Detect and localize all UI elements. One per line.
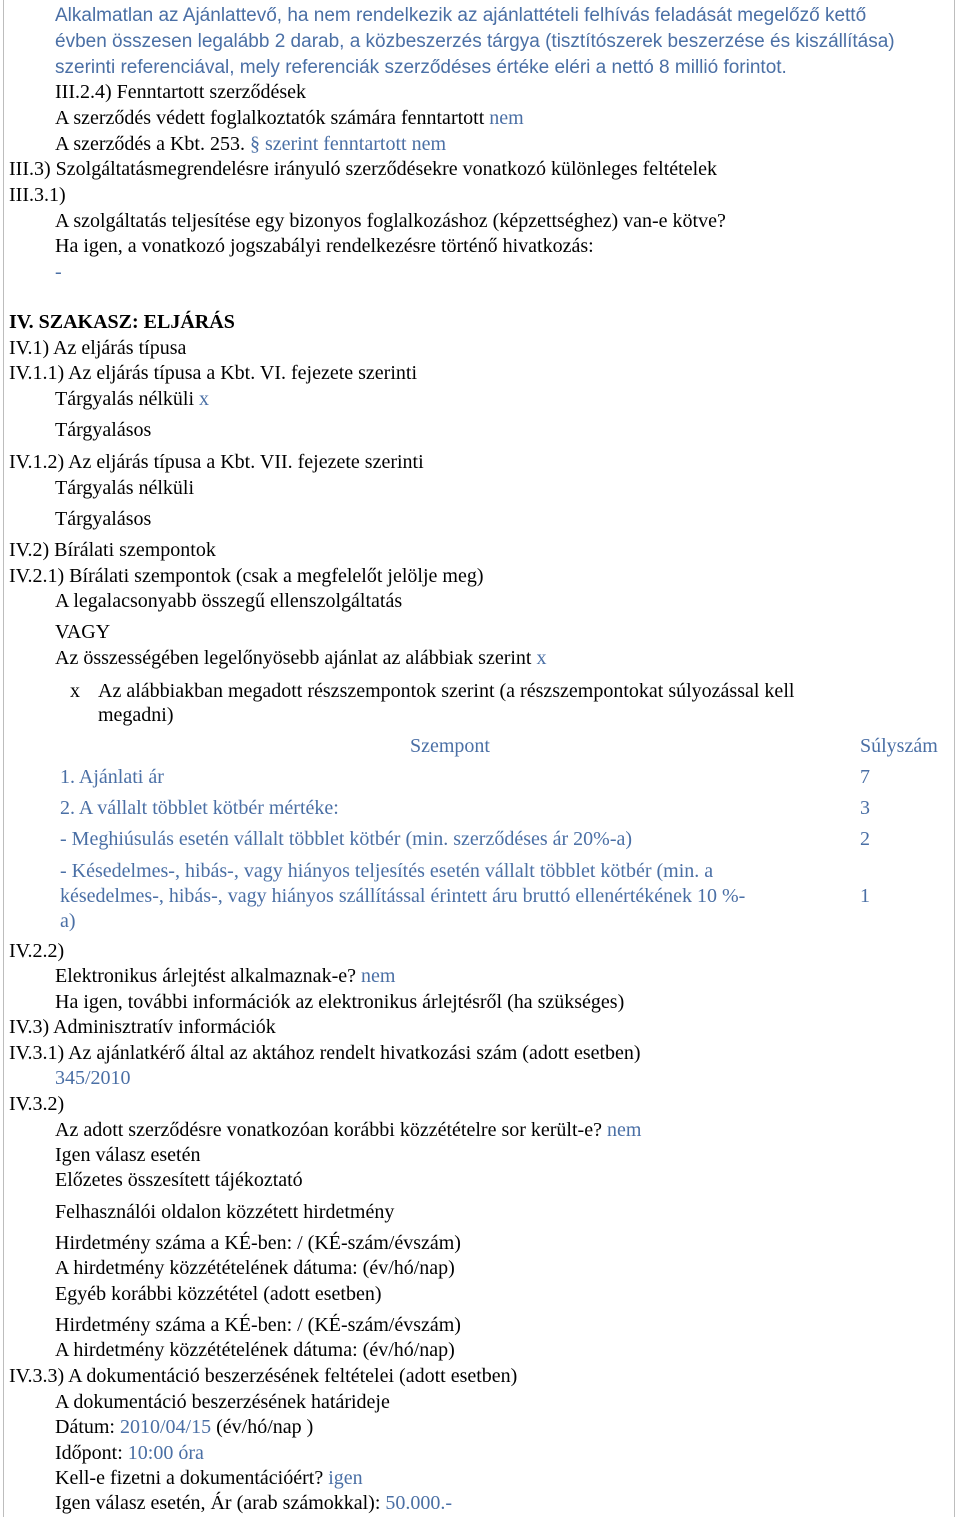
sub-criteria-mark: x: [70, 680, 80, 702]
label-text: Hirdetmény száma a KÉ-ben: / (KÉ-szám/évszám): [55, 1314, 461, 1336]
label-text: Egyéb korábbi közzététel (adott esetben): [55, 1283, 382, 1305]
answer-value: nem: [489, 107, 524, 129]
option-label: Az összességében legelőnyösebb ajánlat az alábbiak szerint: [55, 647, 532, 669]
label-text: Előzetes összesített tájékoztató: [55, 1169, 303, 1191]
criterion-weight: 1: [860, 885, 870, 907]
section-heading: IV.3) Adminisztratív információk: [9, 1016, 276, 1038]
question-text: Kell-e fizetni a dokumentációért?: [55, 1467, 324, 1489]
payment-row: [55, 1466, 363, 1490]
question-text: Elektronikus árlejtést alkalmaznak-e?: [55, 965, 356, 987]
option-label: A legalacsonyabb összegű ellenszolgáltatás: [55, 590, 403, 612]
criterion-weight: 2: [860, 828, 870, 850]
question-text: Ha igen, további információk az elektronikus árlejtésről (ha szükséges): [55, 991, 625, 1013]
question-text: Ha igen, a vonatkozó jogszabályi rendelkezésre történő hivatkozás:: [55, 235, 594, 257]
selected-mark: x: [536, 647, 547, 669]
subsection-heading: IV.3.2): [9, 1093, 65, 1115]
subsection-heading: IV.3.3) A dokumentáció beszerzésének feltételei (adott esetben): [9, 1365, 518, 1387]
criterion-name-line-2: késedelmes-, hibás-, vagy hiányos szállítással érintett áru bruttó ellenértékének 10 %-: [60, 885, 746, 907]
sub-criteria-line-2: megadni): [98, 704, 174, 726]
weight-column-header: Súlyszám: [860, 735, 938, 757]
label-text: A hirdetmény közzétételének dátuma: (év/hó/nap): [55, 1257, 455, 1279]
date-label: Dátum:: [55, 1416, 115, 1438]
option-row: [55, 387, 209, 411]
subsection-heading: IV.3.1) Az ajánlatkérő által az aktához rendelt hivatkozási szám (adott esetben): [9, 1042, 641, 1064]
question-text-cont: § szerint fenntartott: [249, 133, 407, 155]
time-label: Időpont:: [55, 1442, 123, 1464]
label-text: Hirdetmény száma a KÉ-ben: / (KÉ-szám/évszám): [55, 1232, 461, 1254]
question-text: Az adott szerződésre vonatkozóan korábbi közzétételre sor került-e?: [55, 1119, 602, 1141]
price-value: 50.000.-: [385, 1492, 453, 1514]
criterion-weight: 3: [860, 797, 870, 819]
subsection-heading: IV.1.2) Az eljárás típusa a Kbt. VII. fejezete szerinti: [9, 451, 424, 473]
date-row: [55, 1415, 313, 1439]
selected-mark: x: [199, 388, 210, 410]
answer-value: nem: [606, 1119, 642, 1141]
label-text: A dokumentáció beszerzésének határideje: [55, 1391, 390, 1413]
criterion-name: 1. Ajánlati ár: [60, 766, 164, 788]
label-text: Felhasználói oldalon közzétett hirdetmény: [55, 1201, 395, 1223]
intro-line-2: évben összesen legalább 2 darab, a közbeszerzés tárgya (tisztítószerek beszerzése és kiszállítása): [55, 31, 895, 52]
reference-number: 345/2010: [55, 1067, 131, 1089]
or-separator: VAGY: [55, 621, 111, 643]
question-row: [55, 964, 395, 988]
reserved-kbt-row: [55, 132, 446, 156]
page-border-left: [3, 0, 4, 1517]
section-heading: III.3) Szolgáltatásmegrendelésre irányuló szerződésekre vonatkozó különleges feltételek: [9, 158, 718, 180]
answer-value: igen: [328, 1467, 363, 1489]
answer-value: nem: [360, 965, 396, 987]
criterion-name: - Meghiúsulás esetén vállalt többlet kötbér (min. szerződéses ár 20%-a): [60, 828, 633, 850]
criterion-weight: 7: [860, 766, 870, 788]
label-text: Igen válasz esetén: [55, 1144, 201, 1166]
question-text: A szerződés a Kbt. 253.: [55, 133, 245, 155]
section-heading: IV.2) Bírálati szempontok: [9, 539, 216, 561]
criterion-name: 2. A vállalt többlet kötbér mértéke:: [60, 797, 339, 819]
option-label: Tárgyalás nélküli: [55, 477, 195, 499]
time-value: 10:00 óra: [127, 1442, 204, 1464]
date-value: 2010/04/15: [120, 1416, 212, 1438]
subsection-heading: III.3.1): [9, 184, 66, 206]
option-label: Tárgyalásos: [55, 508, 152, 530]
sub-criteria-line-1: Az alábbiakban megadott részszempontok szerint (a részszempontokat súlyozással kell: [98, 680, 795, 702]
price-label: Igen válasz esetén, Ár (arab számokkal):: [55, 1492, 381, 1514]
section-heading: IV.1) Az eljárás típusa: [9, 337, 187, 359]
criterion-name-line-3: a): [60, 910, 76, 932]
reserved-protected-row: [55, 106, 524, 130]
question-text: A szerződés védett foglalkoztatók számára fenntartott: [55, 107, 485, 129]
criteria-column-header: Szempont: [410, 735, 490, 757]
subsection-heading: IV.2.2): [9, 940, 65, 962]
answer-value: -: [55, 261, 62, 283]
criterion-name-line-1: - Késedelmes-, hibás-, vagy hiányos teljesítés esetén vállalt többlet kötbér (min. a: [60, 860, 714, 882]
option-row: [55, 646, 546, 670]
subsection-heading: IV.2.1) Bírálati szempontok (csak a megfelelőt jelölje meg): [9, 565, 484, 587]
price-row: [55, 1491, 452, 1515]
option-label: Tárgyalásos: [55, 419, 152, 441]
date-unit: (év/hó/nap ): [216, 1416, 314, 1438]
question-text: A szolgáltatás teljesítése egy bizonyos foglalkozáshoz (képzettséghez) van-e kötve?: [55, 210, 726, 232]
intro-line-1: Alkalmatlan az Ajánlattevő, ha nem rendelkezik az ajánlattételi felhívás feladását megelőző kettő: [55, 5, 867, 26]
intro-line-3: szerinti referenciával, mely referenciák szerződéses értéke eléri a nettó 8 millió forintot.: [55, 57, 787, 78]
time-row: [55, 1441, 204, 1465]
option-label: Tárgyalás nélküli: [55, 388, 195, 410]
question-row: [55, 1118, 641, 1142]
part-heading: IV. SZAKASZ: ELJÁRÁS: [9, 311, 235, 333]
page-border-right: [954, 0, 955, 1517]
answer-value: nem: [411, 133, 447, 155]
section-heading: III.2.4) Fenntartott szerződések: [55, 81, 307, 103]
label-text: A hirdetmény közzétételének dátuma: (év/hó/nap): [55, 1339, 455, 1361]
subsection-heading: IV.1.1) Az eljárás típusa a Kbt. VI. fejezete szerinti: [9, 362, 418, 384]
